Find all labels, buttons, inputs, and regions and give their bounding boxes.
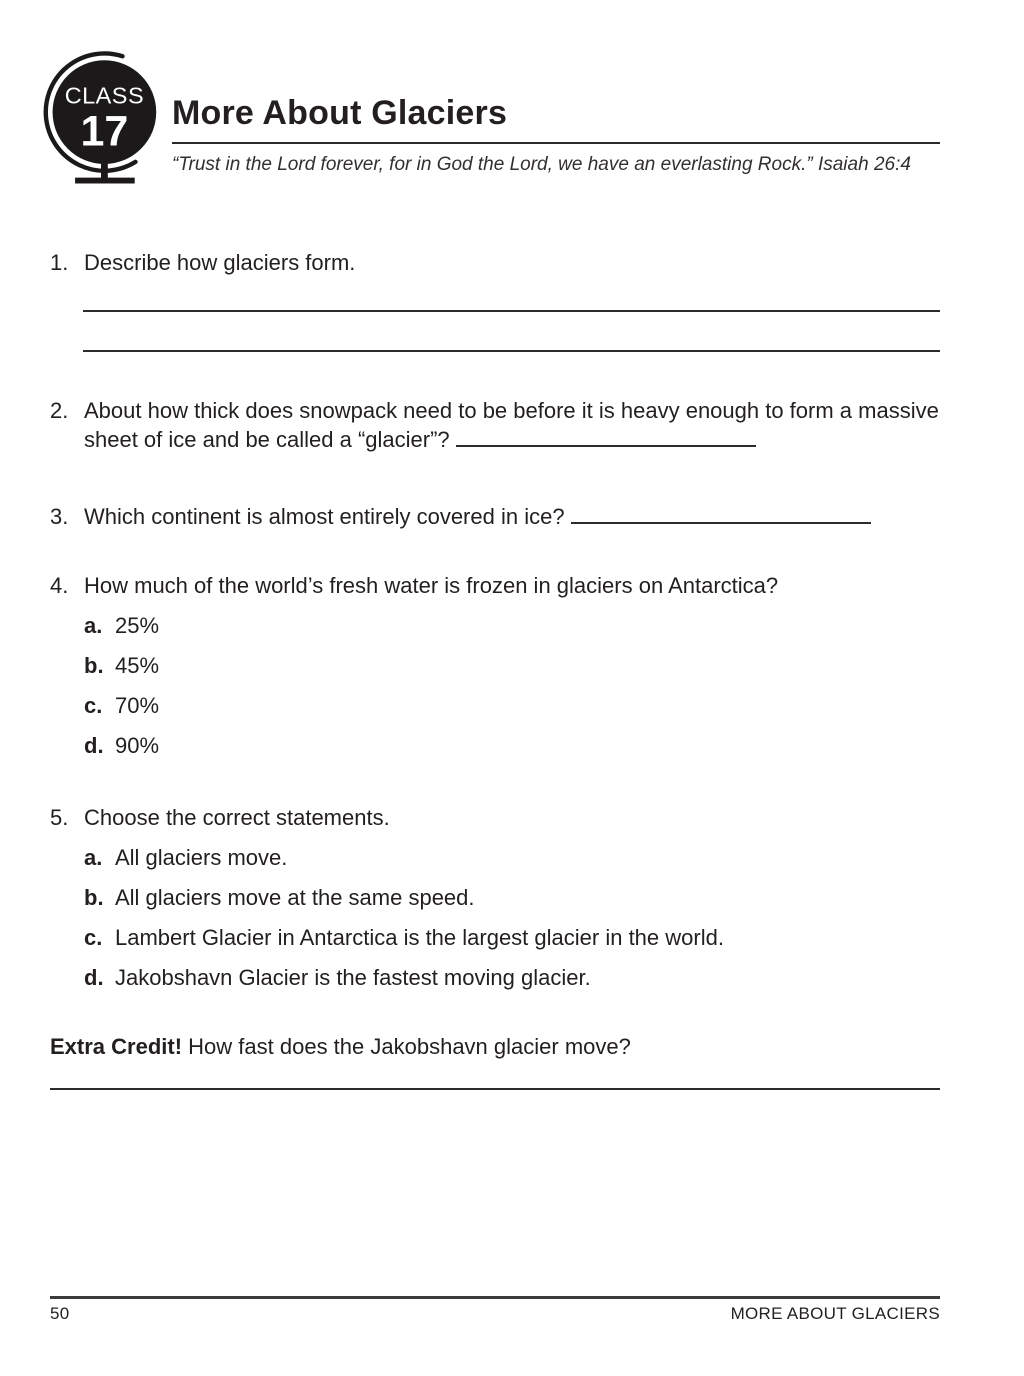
question-2 xyxy=(50,396,940,454)
question-3-number: 3. xyxy=(50,504,69,530)
question-4-option-d xyxy=(84,731,940,760)
footer-page-number: 50 xyxy=(50,1304,70,1323)
badge-class-number: 17 xyxy=(80,107,129,156)
question-4 xyxy=(50,571,940,760)
extra-credit-text: How fast does the Jakobshavn glacier move? xyxy=(188,1034,631,1060)
question-3-answer-blank xyxy=(571,522,871,524)
page-footer xyxy=(50,1296,940,1324)
question-2-number: 2. xyxy=(50,398,69,424)
question-5-options xyxy=(84,843,940,992)
question-4-text: How much of the world’s fresh water is frozen in glaciers on Antarctica? xyxy=(84,573,779,599)
extra-credit xyxy=(50,1032,940,1061)
extra-credit-answer-line xyxy=(50,1088,940,1090)
option-text: 90% xyxy=(115,733,160,759)
option-letter: d. xyxy=(84,965,104,991)
question-5-option-c xyxy=(84,923,940,952)
option-text: Lambert Glacier in Antarctica is the largest glacier in the world. xyxy=(115,925,724,951)
option-text: Jakobshavn Glacier is the fastest moving glacier. xyxy=(115,965,591,991)
question-2-answer-blank xyxy=(456,445,756,447)
scripture-quote: “Trust in the Lord forever, for in God the Lord, we have an everlasting Rock.” Isaiah 26:4 xyxy=(172,154,911,175)
option-letter: b. xyxy=(84,885,104,911)
question-3-text: Which continent is almost entirely covered in ice? xyxy=(84,504,565,530)
question-4-number: 4. xyxy=(50,573,69,599)
page-header xyxy=(0,0,1024,197)
question-5 xyxy=(50,803,940,992)
extra-credit-label: Extra Credit! xyxy=(50,1034,183,1060)
question-5-text: Choose the correct statements. xyxy=(84,805,390,831)
question-1 xyxy=(50,248,940,277)
option-letter: c. xyxy=(84,925,103,951)
option-text: All glaciers move at the same speed. xyxy=(115,885,475,911)
question-1-text: Describe how glaciers form. xyxy=(84,250,356,275)
question-4-option-a xyxy=(84,611,940,640)
option-letter: c. xyxy=(84,693,103,719)
option-letter: b. xyxy=(84,653,104,679)
class-globe-badge xyxy=(34,42,166,197)
question-5-option-b xyxy=(84,883,940,912)
question-4-option-c xyxy=(84,691,940,720)
question-3-body xyxy=(84,502,940,531)
header-text-block xyxy=(172,42,940,176)
option-letter: d. xyxy=(84,733,104,759)
question-4-body xyxy=(84,571,940,760)
question-3 xyxy=(50,502,940,531)
question-2-text: About how thick does snowpack need to be before it is heavy enough to form a massive sheet of ice and be called a “glacier”? xyxy=(84,398,939,453)
option-text: All glaciers move. xyxy=(115,845,288,871)
option-text: 70% xyxy=(115,693,160,719)
option-letter: a. xyxy=(84,613,103,639)
option-letter: a. xyxy=(84,845,103,871)
globe-icon xyxy=(34,42,166,192)
question-4-options xyxy=(84,611,940,760)
question-1-number: 1. xyxy=(50,250,69,275)
question-1-answer-line-2 xyxy=(83,350,940,352)
option-text: 25% xyxy=(115,613,160,639)
question-2-body xyxy=(84,396,940,454)
page-title: More About Glaciers xyxy=(172,94,508,132)
questions-section xyxy=(0,248,1024,1090)
question-4-option-b xyxy=(84,651,940,680)
question-5-option-a xyxy=(84,843,940,872)
question-1-answer-line-1 xyxy=(83,310,940,312)
footer-section-title: MORE ABOUT GLACIERS xyxy=(730,1304,940,1323)
question-5-option-d xyxy=(84,963,940,992)
option-text: 45% xyxy=(115,653,160,679)
question-5-body xyxy=(84,803,940,992)
badge-class-label: CLASS xyxy=(64,82,145,109)
footer-divider xyxy=(50,1296,940,1299)
question-5-number: 5. xyxy=(50,805,69,831)
title-divider xyxy=(172,142,940,144)
